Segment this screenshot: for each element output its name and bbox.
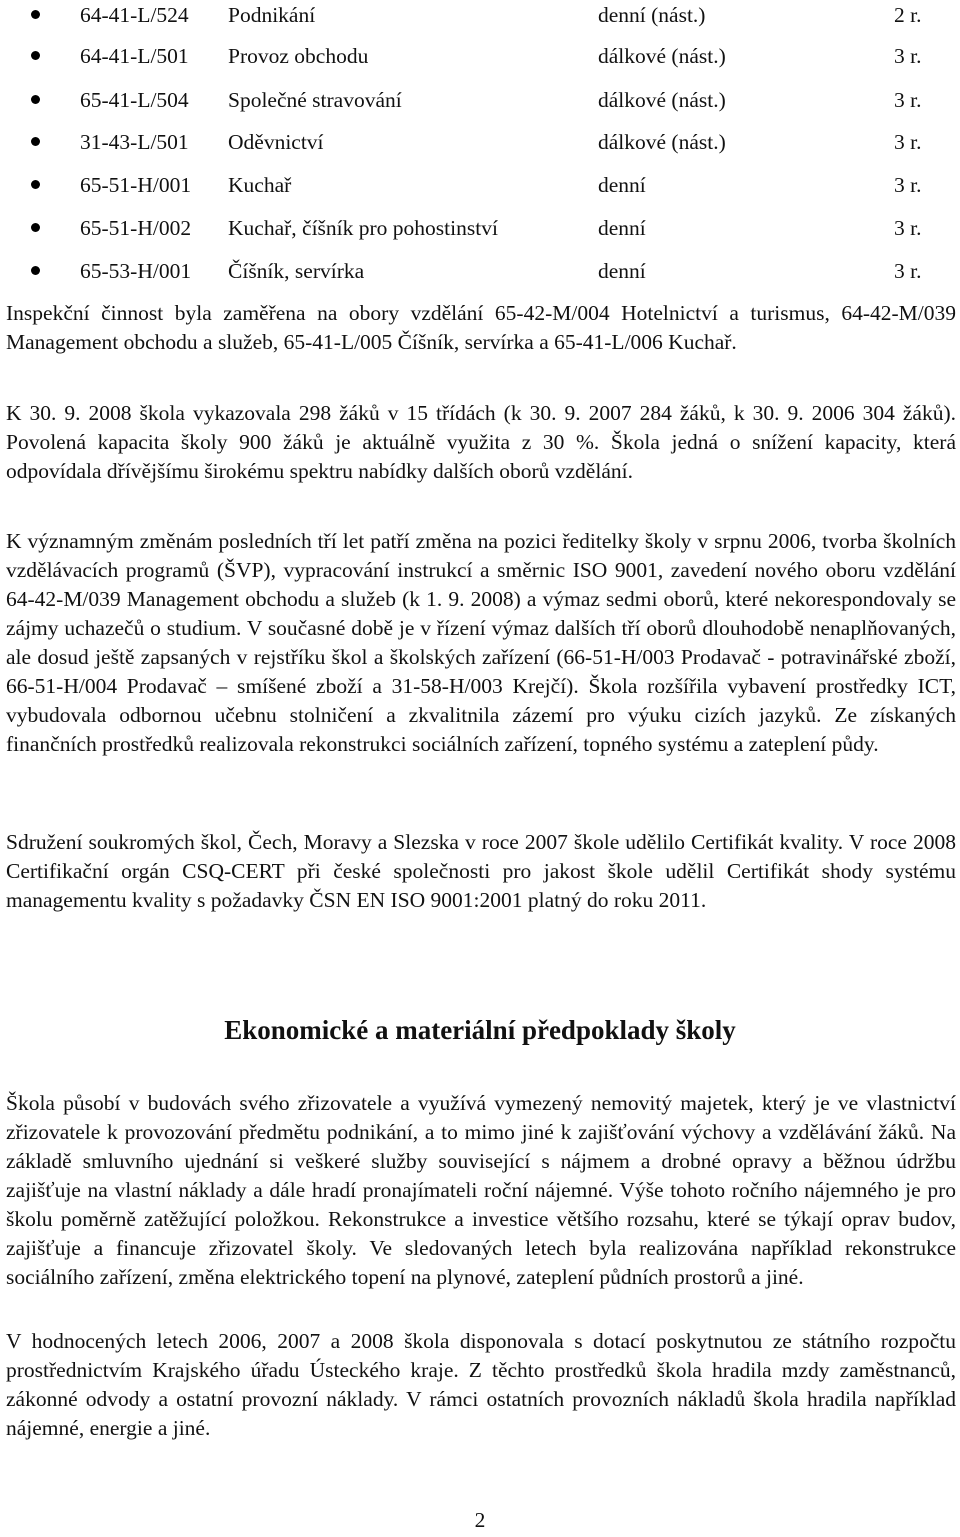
- program-study-form: dálkové (nást.): [598, 44, 726, 68]
- bullet-icon: [31, 180, 40, 189]
- bullet-icon: [31, 266, 40, 275]
- certificates-paragraph: Sdružení soukromých škol, Čech, Moravy a Slezska v roce 2007 škole udělilo Certifikát kvality. V roce 2008 Certifikační orgán CSQ-CERT při české společnosti pro jakost škole udělil Certifikát shody systému managementu kvality s požadavky ČSN EN ISO 9001:2001 platný do roku 2011.: [6, 830, 956, 912]
- program-study-form: dálkové (nást.): [598, 88, 726, 112]
- program-code: 65-51-H/002: [80, 216, 192, 240]
- economic-paragraph: Škola působí v budovách svého zřizovatele a využívá vymezený nemovitý majetek, který je ve vlastnictví zřizovatele k provozování předmětu podnikání, a to mimo jiné k zajišťování výchovy a vzdělávání žáků. Na základě smluvního ujednání si veškeré služby související s nájmem a drobné opravy a běžnou údržbu zajišťuje na vlastní náklady a dále hradí pronajímateli roční nájemné. Výše tohoto ročního nájemného je pro školu poměrně zatěžující položkou. Rekonstrukce a investice většího rozsahu, které se týkají oprav budov, zajišťuje a financuje zřizovatel školy. Ve sledovaných letech byla realizována například rekonstrukce sociálního zařízení, změna elektrického topení na plynové, zateplení půdních prostorů a jiné.: [6, 1091, 956, 1289]
- program-code: 65-41-L/504: [80, 88, 189, 112]
- program-code: 65-51-H/001: [80, 173, 192, 197]
- inspection-paragraph: Inspekční činnost byla zaměřena na obory vzdělání 65-42-M/004 Hotelnictví a turismus, 64-42-M/039 Management obchodu a služeb, 65-41-L/005 Číšník, servírka a 65-41-L/006 Kuchař.: [6, 301, 956, 354]
- program-name: Oděvnictví: [228, 130, 324, 154]
- program-row: [0, 85, 960, 115]
- program-row: [0, 41, 960, 71]
- program-study-form: denní: [598, 259, 646, 283]
- program-name: Provoz obchodu: [228, 44, 369, 68]
- program-code: 64-41-L/524: [80, 3, 189, 27]
- program-length: 3 r.: [894, 216, 922, 240]
- program-length: 3 r.: [894, 173, 922, 197]
- program-length: 3 r.: [894, 259, 922, 283]
- bullet-icon: [31, 223, 40, 232]
- program-row: [0, 0, 960, 30]
- program-row: [0, 213, 960, 243]
- program-study-form: denní: [598, 216, 646, 240]
- bullet-icon: [31, 10, 40, 19]
- program-row: [0, 127, 960, 157]
- program-name: Číšník, servírka: [228, 259, 365, 283]
- funding-paragraph: V hodnocených letech 2006, 2007 a 2008 škola disponovala s dotací poskytnutou ze státního rozpočtu prostřednictvím Krajského úřadu Ústeckého kraje. Z těchto prostředků škola hradila mzdy zaměstnanců, zákonné odvody a ostatní provozní náklady. V rámci ostatních provozních nákladů škola hradila například nájemné, energie a jiné.: [6, 1329, 956, 1440]
- program-study-form: dálkové (nást.): [598, 130, 726, 154]
- program-length: 3 r.: [894, 88, 922, 112]
- changes-paragraph: K významným změnám posledních tří let patří změna na pozici ředitelky školy v srpnu 2006, tvorba školních vzdělávacích programů (ŠVP), vypracování instrukcí a směrnic ISO 9001, zavedení nového oboru vzdělání 64-42-M/039 Management obchodu a služeb (k 1. 9. 2008) a výmaz sedmi oborů, které nekorespondovaly se zájmy uchazečů o studium. V současné době je v řízení výmaz dalších tří oborů dlouhodobě nenaplňovaných, ale dosud ještě zapsaných v rejstříku škol a školských zařízení (66-51-H/003 Prodavač - potravinářské zboží, 66-51-H/004 Prodavač – smíšené zboží a 31-58-H/003 Krejčí). Škola rozšířila vybavení prostředky ICT, vybudovala odbornou učebnu stolničení a zkvalitnila zázemí pro výuku cizích jazyků. Ze získaných finančních prostředků realizovala rekonstrukci sociálních zařízení, topného systému a zateplení půdy.: [6, 529, 956, 756]
- program-row: [0, 170, 960, 200]
- program-name: Kuchař, číšník pro pohostinství: [228, 216, 498, 240]
- program-row: [0, 256, 960, 286]
- program-study-form: denní: [598, 173, 646, 197]
- program-name: Podnikání: [228, 3, 316, 27]
- bullet-icon: [31, 137, 40, 146]
- program-name: Společné stravování: [228, 88, 402, 112]
- program-name: Kuchař: [228, 173, 292, 197]
- program-code: 31-43-L/501: [80, 130, 189, 154]
- program-study-form: denní (nást.): [598, 3, 706, 27]
- bullet-icon: [31, 95, 40, 104]
- enrollment-paragraph: K 30. 9. 2008 škola vykazovala 298 žáků v 15 třídách (k 30. 9. 2007 284 žáků, k 30. 9. 2006 304 žáků). Povolená kapacita školy 900 žáků je aktuálně využita z 30 %. Škola jedná o snížení kapacity, která odpovídala dřívějšímu širokému spektru nabídky dalších oborů vzdělání.: [6, 401, 956, 483]
- page-number: 2: [474, 1508, 486, 1532]
- program-code: 64-41-L/501: [80, 44, 189, 68]
- program-code: 65-53-H/001: [80, 259, 192, 283]
- program-length: 3 r.: [894, 130, 922, 154]
- bullet-icon: [31, 51, 40, 60]
- section-heading: Ekonomické a materiální předpoklady školy: [224, 1015, 736, 1045]
- program-length: 3 r.: [894, 44, 922, 68]
- program-length: 2 r.: [894, 3, 922, 27]
